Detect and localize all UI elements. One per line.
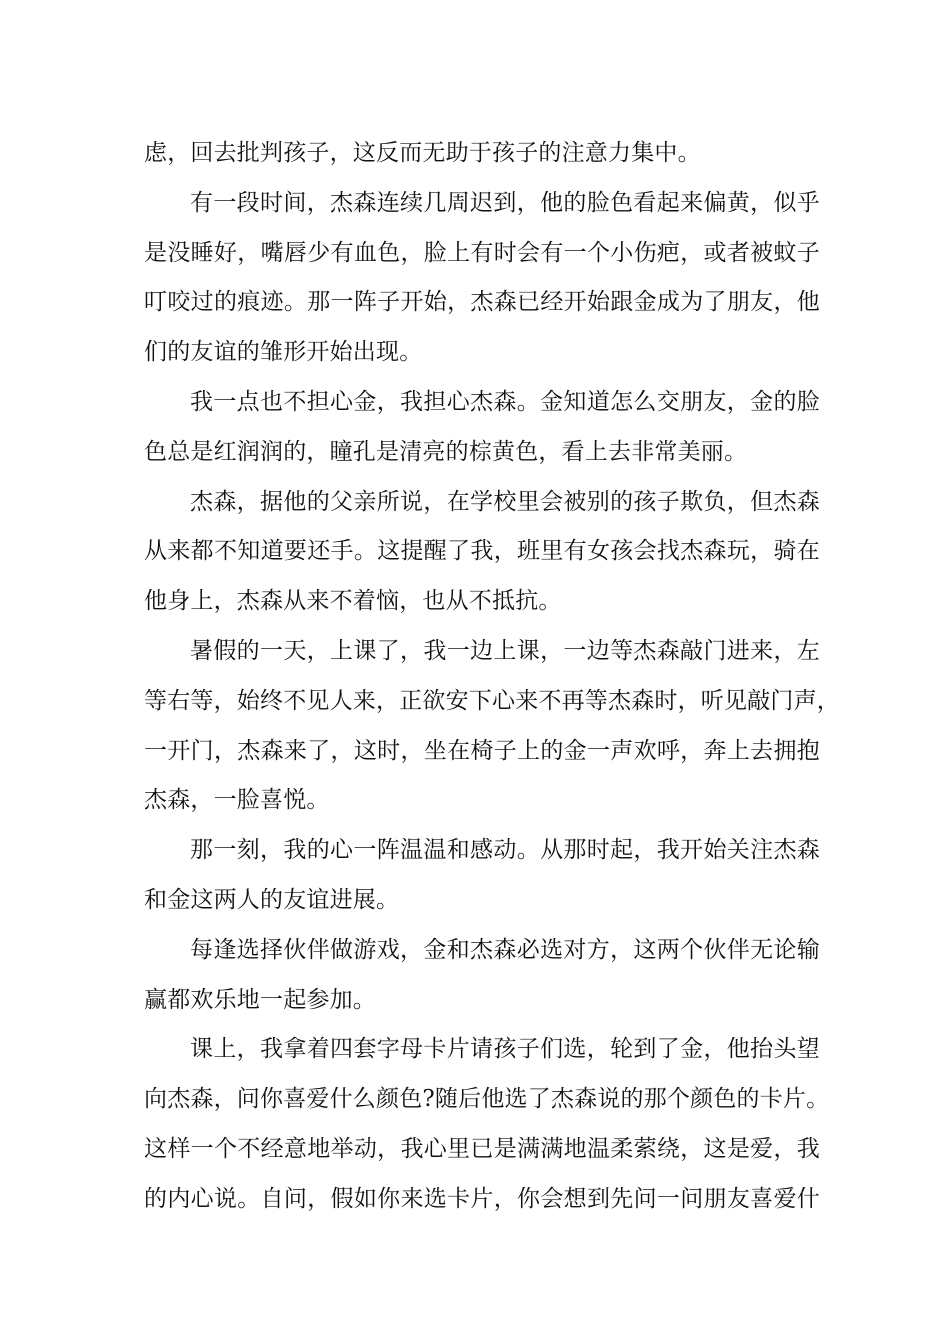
text-line: 杰森，一脸喜悦。 [144,787,330,814]
paragraph [144,627,840,826]
text-line: 等右等，始终不见人来，正欲安下心来不再等杰森时，听见敲门声， [144,687,840,714]
text-line: 色总是红润润的，瞳孔是清亮的棕黄色，看上去非常美丽。 [144,438,748,465]
text-line: 的内心说。自问，假如你来选卡片，你会想到先问一问朋友喜爱什 [144,1185,820,1212]
text-line: 课上，我拿着四套字母卡片请孩子们选，轮到了金，他抬头望 [190,1036,820,1063]
document-body [144,129,840,1225]
text-line: 虑，回去批判孩子，这反而无助于孩子的注意力集中。 [144,140,701,166]
paragraph [144,378,820,478]
text-line: 每逢选择伙伴做游戏，金和杰森必选对方，这两个伙伴无论输 [190,936,820,963]
paragraph [144,826,820,926]
text-line: 他身上，杰森从来不着恼，也从不抵抗。 [144,588,562,615]
text-line: 那一刻，我的心一阵温温和感动。从那时起，我开始关注杰森 [190,837,820,864]
text-line: 我一点也不担心金，我担心杰森。金知道怎么交朋友，金的脸 [190,388,820,415]
text-line: 们的友谊的雏形开始出现。 [144,339,423,366]
paragraph [144,926,820,1026]
text-line: 叮咬过的痕迹。那一阵子开始，杰森已经开始跟金成为了朋友，他 [144,289,820,316]
paragraph [144,478,820,627]
text-line: 暑假的一天，上课了，我一边上课，一边等杰森敲门进来，左 [190,637,820,664]
paragraph [144,129,820,179]
text-line: 向杰森，问你喜爱什么颜色?随后他选了杰森说的那个颜色的卡片。 [144,1086,830,1113]
text-line: 是没睡好，嘴唇少有血色，脸上有时会有一个小伤疤，或者被蚊子 [144,239,820,266]
text-line: 和金这两人的友谊进展。 [144,886,400,913]
text-line: 从来都不知道要还手。这提醒了我，班里有女孩会找杰森玩，骑在 [144,538,820,565]
text-line: 这样一个不经意地举动，我心里已是满满地温柔萦绕，这是爱，我 [144,1135,820,1162]
text-line: 有一段时间，杰森连续几周迟到，他的脸色看起来偏黄，似乎 [190,189,820,216]
paragraph [144,1025,830,1224]
text-line: 赢都欢乐地一起参加。 [144,986,376,1013]
text-line: 一开门，杰森来了，这时，坐在椅子上的金一声欢呼，奔上去拥抱 [144,737,820,764]
text-line: 杰森，据他的父亲所说，在学校里会被别的孩子欺负，但杰森 [190,488,820,515]
paragraph [144,179,820,378]
